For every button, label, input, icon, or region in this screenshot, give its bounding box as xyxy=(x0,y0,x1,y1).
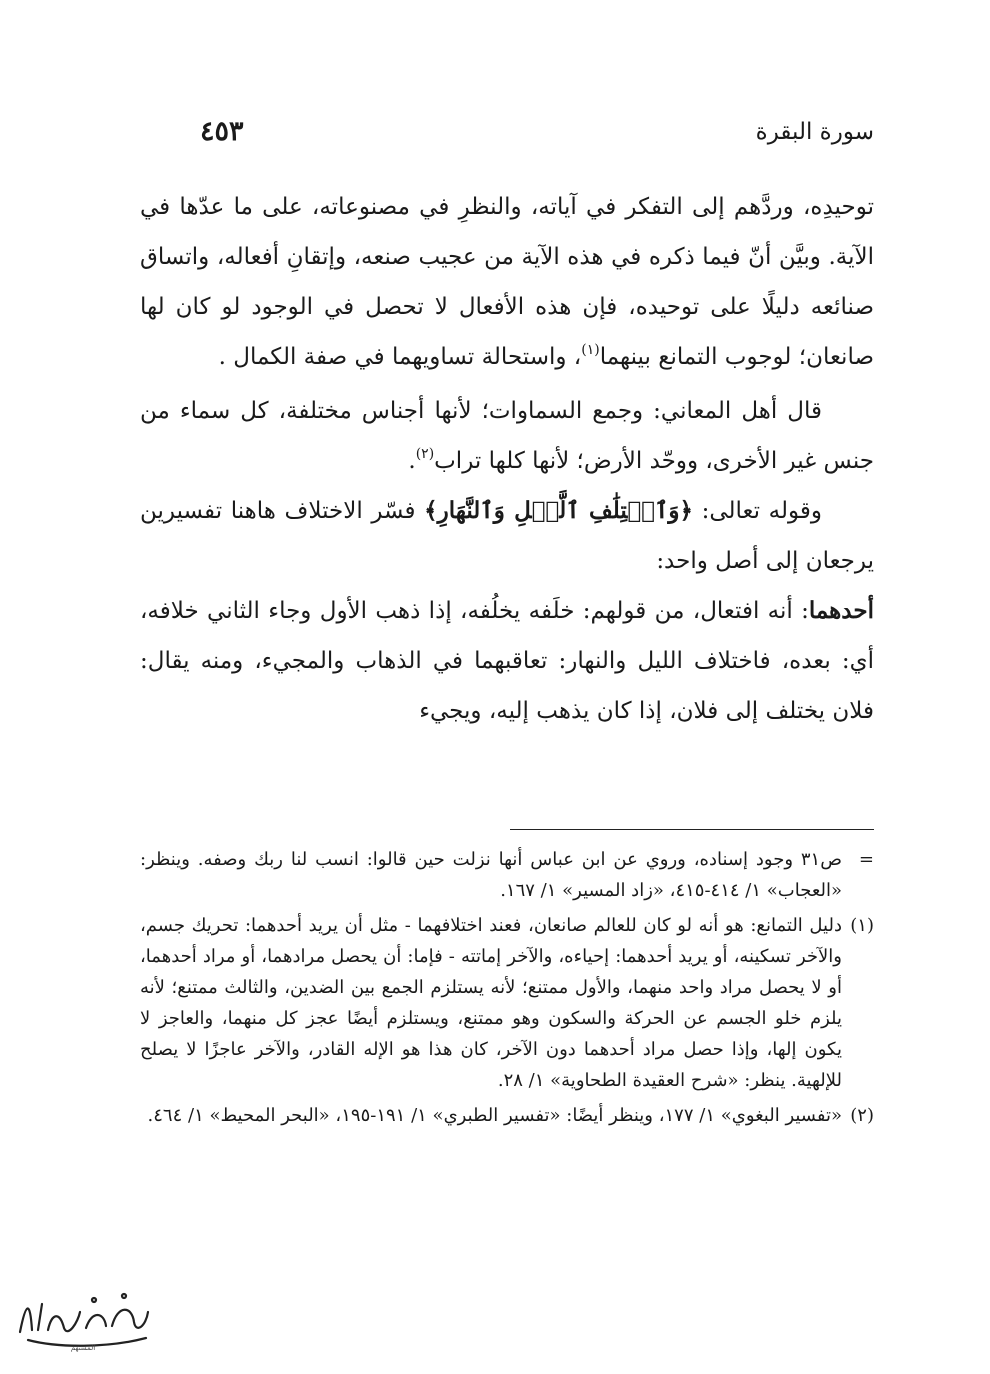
footnote-1 xyxy=(140,910,874,1096)
paragraph-4-text: : أنه افتعال، من قولهم: خلَفه يخلُفه، إذا ذهب الأول وجاء الثاني خلافه، أي: بعده، فاختلاف الليل والنهار: تعاقبهما في الذهاب والمجيء، ومنه يقال: فلان يختلف إلى فلان، إذا كان يذهب إليه، ويجيء xyxy=(140,598,874,724)
footnote-text: دليل التمانع: هو أنه لو كان للعالم صانعان، فعند اختلافهما - مثل أن يريد أحدهما: تحريك جسم، والآخر تسكينه، أو يريد أحدهما: إحياءه، والآخر إماتته - فإما: أن يحصل مرادهما، أو مراد أحدهما، أو لا يحصل مراد واحد منهما، والأول ممتنع؛ لأنه يستلزم الجمع بين الضدين، والثالث ممتنع؛ لأنه يلزم خلو الجسم عن الحركة والسكون وهو ممتنع، ويستلزم أيضًا عجز كل منهما، والعاجز لا يكون إلها، وإذا حصل مراد أحدهما دون الآخر، كان هذا هو الإله القادر، والآخر عاجزًا لا يصلح للإلهية. ينظر: «شرح العقيدة الطحاوية» ١/ ٢٨. xyxy=(140,915,842,1091)
paragraph-2-tail: . xyxy=(408,448,416,474)
footnote-2 xyxy=(140,1100,874,1131)
quran-verse: ﴿وَٱخۡتِلَٰفِ ٱلَّيۡلِ وَٱلنَّهَارِ﴾ xyxy=(424,497,694,524)
footnote-text: «تفسير البغوي» ١/ ١٧٧، وينظر أيضًا: «تفسير الطبري» ١/ ١٩١-١٩٥، «البحر المحيط» ١/ ٤٦٤. xyxy=(147,1105,842,1126)
footnote-marker: = xyxy=(858,849,874,870)
paragraph-4-lead: أحدهما xyxy=(808,597,874,624)
paragraph-2-text: قال أهل المعاني: وجمع السماوات؛ لأنها أجناس مختلفة، كل سماء من جنس غير الأخرى، ووحّد الأرض؛ لأنها كلها تراب xyxy=(140,398,874,474)
running-title: سورة البقرة xyxy=(755,119,874,145)
paragraph-4 xyxy=(140,586,874,736)
main-text xyxy=(140,182,874,736)
footnote-marker: (٢) xyxy=(850,1105,874,1126)
paragraph-1-tail: ، واستحالة تساويهما في صفة الكمال . xyxy=(218,344,582,370)
watermark-logo xyxy=(8,1282,158,1352)
footnotes xyxy=(140,844,874,1135)
footnote-continued xyxy=(140,844,874,906)
footnote-ref-2[interactable]: (٢) xyxy=(415,446,435,462)
paragraph-2 xyxy=(140,386,874,486)
paragraph-3-lead: وقوله تعالى: xyxy=(693,498,822,524)
paragraph-1-text: توحيدِه، وردَّهم إلى التفكر في آياته، والنظرِ في مصنوعاته، على ما عدّها في الآية. وبيَّن أنّ فيما ذكره في هذه الآية من عجيب صنعه، وإتقانِ أفعاله، واتساق صنائعه دليلًا على توحيده، فإن هذه الأفعال لا تحصل في الوجود لو كان لها صانعان؛ لوجوب التمانع بينهما xyxy=(140,194,874,370)
footnote-text: ص٣١ وجود إسناده، وروي عن ابن عباس أنها نزلت حين قالوا: انسب لنا ربك وصفه. وينظر: «العجاب» ١/ ٤١٤-٤١٥، «زاد المسير» ١/ ١٦٧. xyxy=(140,849,842,901)
paragraph-3 xyxy=(140,486,874,586)
watermark-text: المستهم xyxy=(70,1344,96,1352)
paragraph-3-tail: فسّر الاختلاف هاهنا تفسيرين يرجعان إلى أصل واحد: xyxy=(140,498,874,574)
page-header xyxy=(200,112,874,152)
footnote-separator xyxy=(510,829,874,830)
footnote-marker: (١) xyxy=(850,915,874,936)
footnote-ref-1[interactable]: (١) xyxy=(581,342,600,358)
paragraph-1 xyxy=(140,182,874,382)
page-number: ٤٥٣ xyxy=(200,116,244,147)
